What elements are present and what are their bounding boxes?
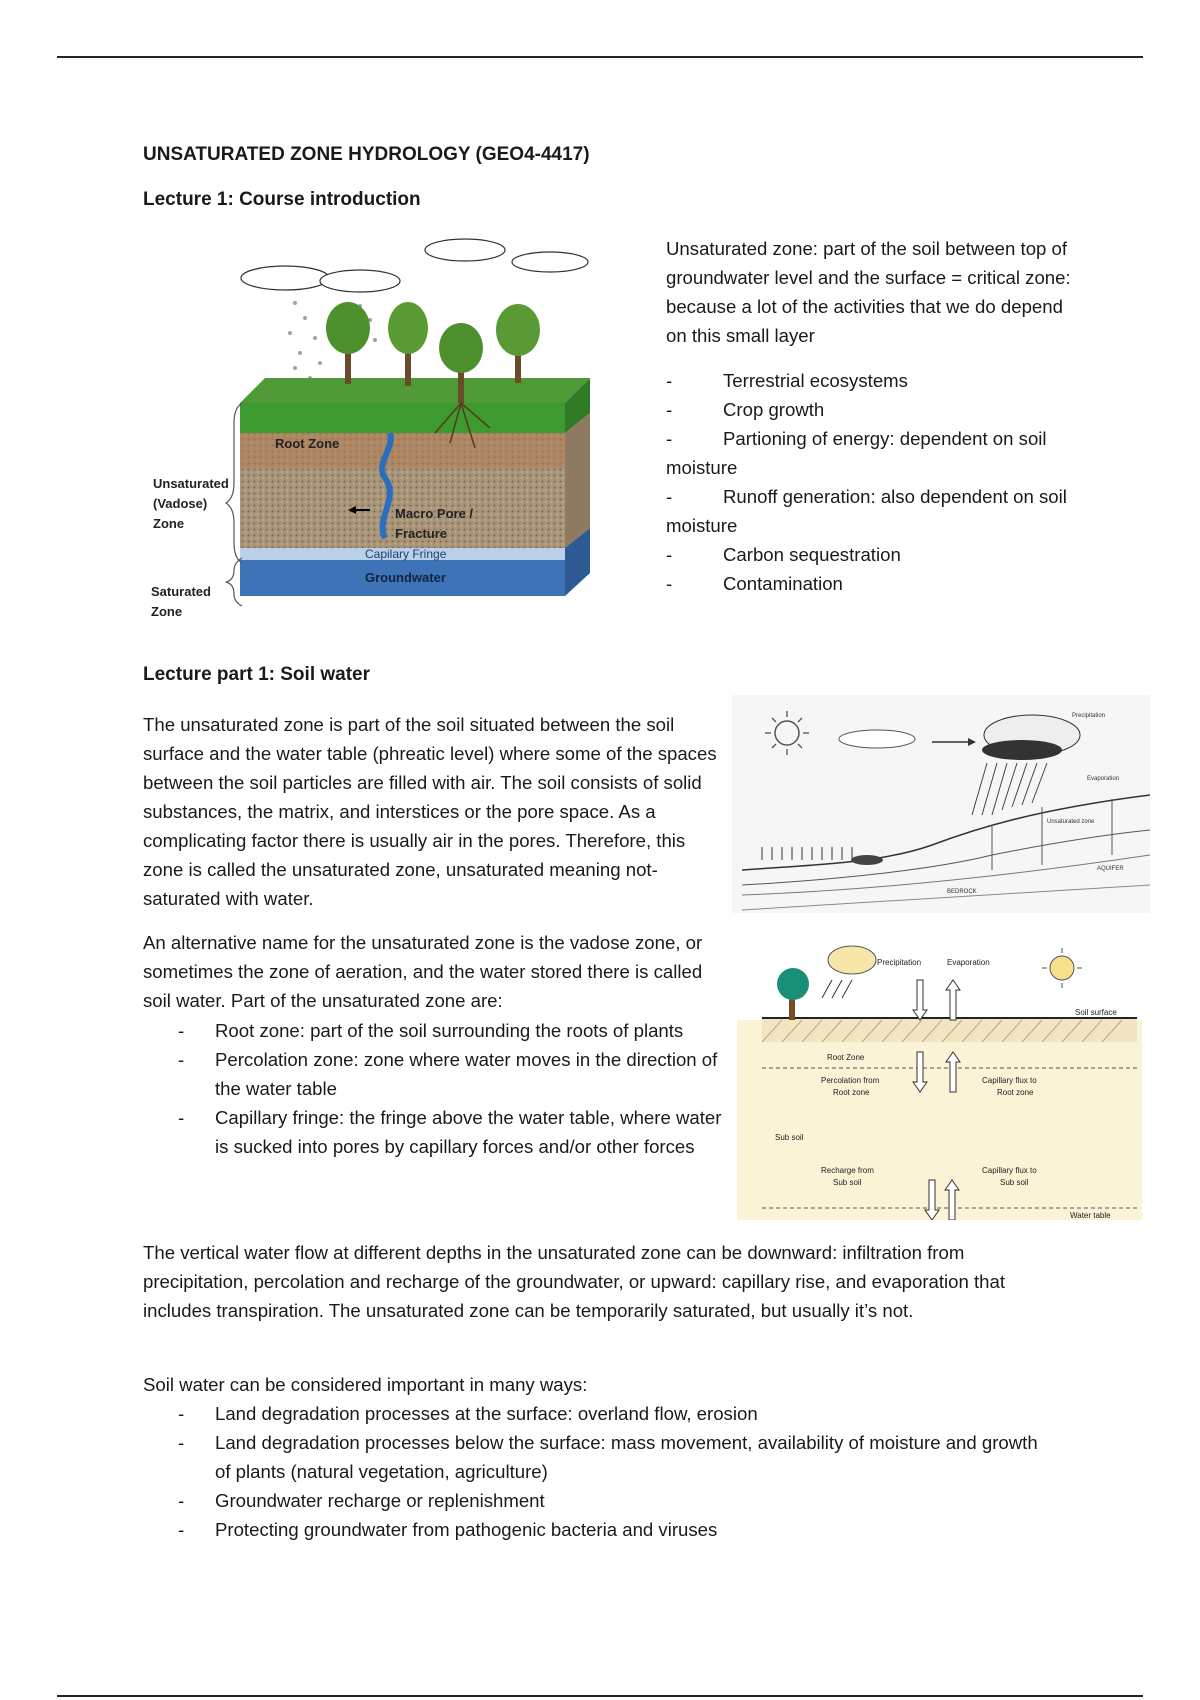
list-item: - Protecting groundwater from pathogenic bacteria and viruses [178,1519,718,1540]
bottom-rule [57,1695,1143,1697]
part1-heading: Lecture part 1: Soil water [143,664,371,685]
root-zone-label: Root Zone [827,1053,865,1062]
groundwater-label: Groundwater [365,570,446,585]
precipitation-label: Precipitation [1072,713,1106,719]
macro-pore-label-2: Fracture [395,526,448,541]
part1-paragraph-2: An alternative name for the unsaturated zone is the vadose zone, or sometimes the zone of aeration, and the water stored there is called soil water. Part of the unsaturated zone are: [143,932,703,1011]
capillary-sub-label-2: Sub soil [1000,1178,1029,1187]
capillary-root-label-2: Root zone [997,1088,1034,1097]
water-cycle-figure [732,695,1150,913]
list-item: - Runoff generation: also dependent on soil moisture [666,486,1067,536]
list-item: - Land degradation processes below the surface: mass movement, availability of moisture and growth of plants (natural vegetation, agriculture) [178,1432,1038,1482]
unsaturated-label-2: (Vadose) [153,496,208,511]
saturated-label-1: Saturated [151,584,211,599]
list-item: - Terrestrial ecosystems [666,370,908,391]
soil-water-flux-figure [737,940,1142,1220]
list-item: - Land degradation processes at the surface: overland flow, erosion [178,1403,758,1424]
soil-water-importance-list [178,1399,1058,1544]
lecture-title: Lecture 1: Course introduction [143,189,421,210]
recharge-label-2: Sub soil [833,1178,862,1187]
percolation-label-2: Root zone [833,1088,870,1097]
part1-paragraph-4: Soil water can be considered important in many ways: [143,1374,588,1395]
soil-surface-label: Soil surface [1075,1008,1117,1017]
precipitation-label: Precipitation [877,958,922,967]
list-item: - Carbon sequestration [666,544,901,565]
root-zone-label: Root Zone [275,436,340,451]
capillary-fringe-label: Capilary Fringe [365,547,447,561]
list-item: - Root zone: part of the soil surrounding the roots of plants [178,1020,684,1041]
bedrock-label: BEDROCK [947,889,977,895]
list-item: - Capillary fringe: the fringe above the water table, where water is sucked into pores by capillary forces and/or other forces [178,1107,722,1157]
evaporation-label: Evaporation [1087,776,1120,782]
course-title: UNSATURATED ZONE HYDROLOGY (GEO4-4417) [143,144,590,165]
water-table-label: Water table [1070,1211,1111,1220]
part1-paragraph-3: The vertical water flow at different depths in the unsaturated zone can be downward: infiltration from precipitation, percolation and recharge of the groundwater, or upward: capillary rise, and evaporation that includes transpiration. The unsaturated zone can be temporarily saturated, but usually it’s not. [143,1242,1006,1321]
unsaturated-label-3: Zone [153,516,185,531]
unsaturated-zone-label: Unsaturated zone [1047,819,1095,825]
macro-pore-label-1: Macro Pore / [395,506,474,521]
unsaturated-label-1: Unsaturated [153,476,229,491]
top-rule [57,56,1143,58]
soil-profile-figure [145,228,605,628]
list-item: - Crop growth [666,399,825,420]
list-item: - Percolation zone: zone where water moves in the direction of the water table [178,1049,718,1099]
capillary-sub-label-1: Capillary flux to [982,1166,1037,1175]
saturated-label-2: Zone [151,604,183,619]
evaporation-label: Evaporation [947,958,990,967]
part1-paragraph-1: The unsaturated zone is part of the soil situated between the soil surface and the water table (phreatic level) where some of the spaces between the soil particles are filled with air. The soil consists of solid substances, the matrix, and interstices or the pore space. As a complicating factor there is usually air in the pores. Therefore, this zone is called the unsaturated zone, unsaturated meaning not-saturated with water. [143,714,717,909]
aquifer-label: AQUIFER [1097,866,1124,872]
percolation-label-1: Percolation from [821,1076,880,1085]
recharge-label-1: Recharge from [821,1166,874,1175]
capillary-root-label-1: Capillary flux to [982,1076,1037,1085]
importance-list [666,366,1076,598]
unsaturated-zone-definition: Unsaturated zone: part of the soil between top of groundwater level and the surface = critical zone: because a lot of the activities that we do depend on this small layer [666,238,1071,346]
sub-soil-label: Sub soil [775,1133,804,1142]
list-item: - Contamination [666,573,843,594]
unsaturated-zone-parts-list [178,1016,723,1161]
list-item: - Groundwater recharge or replenishment [178,1490,545,1511]
list-item: - Partioning of energy: dependent on soil moisture [666,428,1047,478]
